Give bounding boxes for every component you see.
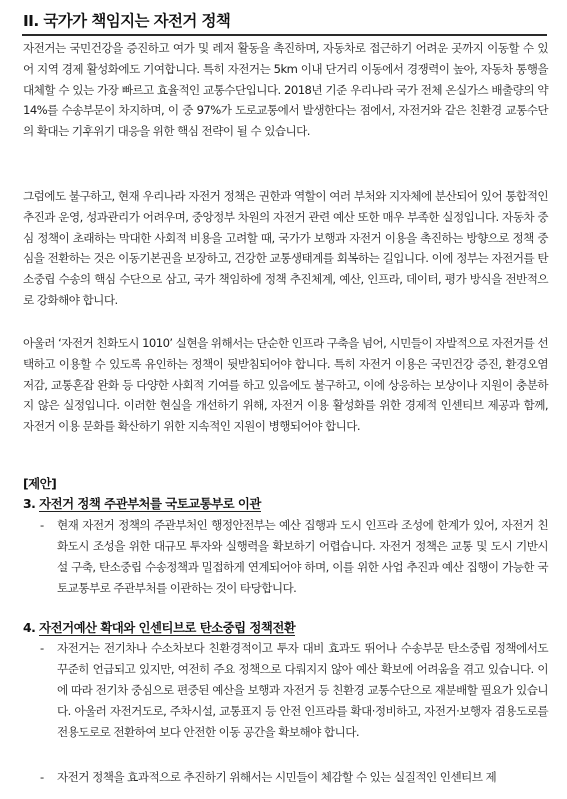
paragraph-2: 그럼에도 불구하고, 현재 우리나라 자전거 정책은 권한과 역할이 여러 부처와 지자체에 분산되어 있어 통합적인 추진과 운영, 성과관리가 어려우며, 중앙정부 차원의 자전거 관련 예산 또한 매우 부족한 실정입니다. 자동차 중심 정책이 초래하는 막대한 사회적 비용을 고려할 때, 국가가 보행과 자전거 이용을 촉진하는 방향으로 정책 중심을 전환하는 것은 이동기본권을 보장하고, 건강한 교통생태계를 회복하는 길입니다. 이에 정부는 자전거를 탄소중립 수송의 핵심 수단으로 삼고, 국가 책임하에 정책 추진체계, 예산, 인프라, 데이터, 평가 방식을 전반적으로 강화해야 합니다. <box>23 189 548 307</box>
proposal-4-title <box>23 618 295 636</box>
bullet-marker: - <box>40 770 44 784</box>
section-heading: II. 국가가 책임지는 자전거 정책 <box>23 12 231 30</box>
proposal-label: [제안] <box>23 476 57 491</box>
bullet-marker: - <box>40 641 44 655</box>
bullet-text: 자전거 정책을 효과적으로 추진하기 위해서는 시민들이 체감할 수 있는 실질적인 인센티브 제 <box>57 770 497 784</box>
heading-divider <box>22 34 547 36</box>
proposal-4-title-text: 자전거예산 확대와 인센티브로 탄소중립 정책전환 <box>39 620 296 635</box>
bullet-text: 현재 자전거 정책의 주관부처인 행정안전부는 예산 집행과 도시 인프라 조성에 한계가 있어, 자전거 친화도시 조성을 위한 대규모 투자와 실행력을 확보하기 어렵습니다. 자전거 정책은 교통 및 도시 기반시설 구축, 탄소중립 수송정책과 밀접하게 연계되어야 하며, 이를 위한 사업 추진과 예산 집행이 가능한 국토교통부로 주관부처를 이관하는 것이 타당합니다. <box>57 518 548 595</box>
proposal-3-title <box>23 494 261 512</box>
paragraph-3: 아울러 ‘자전거 친화도시 1010’ 실현을 위해서는 단순한 인프라 구축을 넘어, 시민들이 자발적으로 자전거를 선택하고 이용할 수 있도록 유인하는 정책이 뒷받침되어야 합니다. 특히 자전거 이용은 국민건강 증진, 환경오염 저감, 교통혼잡 완화 등 다양한 사회적 기여를 하고 있음에도 불구하고, 이에 상응하는 보상이나 지원이 충분하지 않은 실정입니다. 이러한 현실을 개선하기 위해, 자전거 이용 활성화를 위한 경제적 인센티브 제공과 함께, 자전거 이용 문화를 확산하기 위한 지속적인 지원이 병행되어야 합니다. <box>23 336 548 434</box>
bullet-marker: - <box>40 518 44 532</box>
proposal-4-bullet-1 <box>40 638 548 743</box>
proposal-3-title-text: 자전거 정책 주관부처를 국토교통부로 이관 <box>39 496 261 511</box>
proposal-4-number: 4. <box>23 620 40 635</box>
bullet-text: 자전거는 전기차나 수소차보다 친환경적이고 투자 대비 효과도 뛰어나 수송부문 탄소중립 정책에서도 꾸준히 언급되고 있지만, 여전히 주요 정책으로 다뤄지지 않아 예산 확보에 어려움을 겪고 있습니다. 이에 따라 전기차 중심으로 편중된 예산을 보행과 자전거 등 친환경 교통수단으로 재분배할 필요가 있습니다. 아울러 자전거도로, 주차시설, 교통표지 등 안전 인프라를 확대·정비하고, 자전거·보행자 겸용도로를 전용도로로 전환하여 보다 안전한 이동 공간을 확보해야 합니다. <box>57 641 548 739</box>
proposal-3-number: 3. <box>23 496 40 511</box>
proposal-4-bullet-2 <box>40 767 548 788</box>
proposal-3-bullet <box>40 515 548 599</box>
paragraph-1: 자전거는 국민건강을 증진하고 여가 및 레저 활동을 촉진하며, 자동차로 접근하기 어려운 곳까지 이동할 수 있어 지역 경제 활성화에도 기여합니다. 특히 자전거는 5km 이내 단거리 이동에서 경쟁력이 높아, 자동차 통행을 대체할 수 있는 가장 빠르고 효율적인 교통수단입니다. 2018년 기준 우리나라 국가 전체 온실가스 배출량의 약 14%를 수송부문이 차지하며, 이 중 97%가 도로교통에서 발생한다는 점에서, 자전거와 같은 친환경 교통수단의 확대는 기후위기 대응을 위한 핵심 전략이 될 수 있습니다. <box>23 41 548 139</box>
